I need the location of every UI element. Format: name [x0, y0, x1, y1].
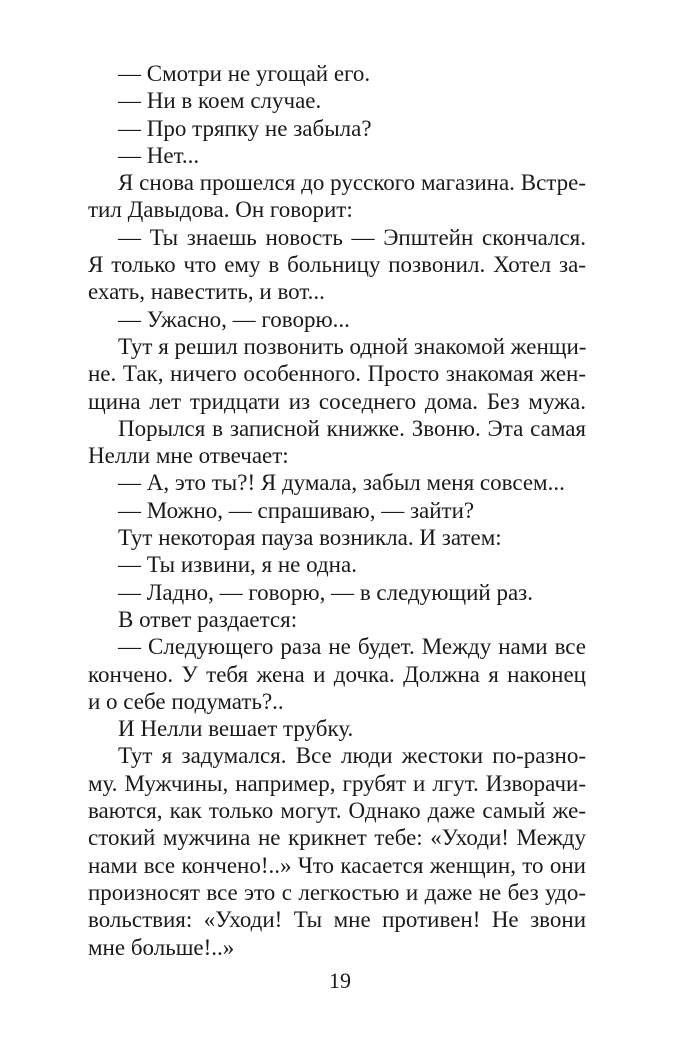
text-line: ехать, навестить, и вот...	[88, 279, 325, 305]
text-line: Я снова прошелся до русского магазина. Встре-	[118, 170, 586, 196]
text-line: Тут я задумался. Все люди жестоки по-разно-	[118, 743, 586, 769]
text-line: Тут я решил позвонить одной знакомой женщи-	[118, 333, 587, 359]
text-line: произносят все это с легкостью и даже не без удо-	[88, 879, 586, 905]
text-line: мне больше!..»	[88, 934, 235, 960]
text-line: не. Так, ничего особенного. Просто знакомая жен-	[88, 361, 586, 387]
text-line: Я только что ему в больницу позвонил. Хотел за-	[88, 252, 586, 278]
page-number: 19	[329, 968, 351, 993]
text-line: — Ты знаешь новость — Эпштейн скончался.	[118, 224, 586, 250]
text-line: и о себе подумать?..	[88, 688, 284, 714]
text-line: И Нелли вешает трубку.	[118, 716, 354, 742]
text-line: щина лет тридцати из соседнего дома. Без мужа.	[88, 388, 586, 414]
text-line: — Смотри не угощай его.	[118, 61, 371, 86]
text-line: — Ужасно, — говорю...	[118, 306, 350, 332]
text-line: — Можно, — спрашиваю, — зайти?	[118, 497, 475, 523]
text-line: — Ладно, — говорю, — в следующий раз.	[118, 579, 534, 605]
text-line: кончено. У тебя жена и дочка. Должна я наконец	[88, 661, 586, 687]
text-line: нами все кончено!..» Что касается женщин, то они	[88, 852, 586, 878]
text-line: — Ты извини, я не одна.	[118, 552, 357, 578]
text-line: Порылся в записной книжке. Звоню. Эта самая	[118, 415, 586, 441]
text-line: стокий мужчина не крикнет тебе: «Уходи! Между	[88, 825, 586, 851]
text-line: — А, это ты?! Я думала, забыл меня совсем...	[118, 470, 565, 496]
page-text-block	[88, 60, 586, 961]
text-line: тил Давыдова. Он говорит:	[88, 197, 353, 223]
text-line: В ответ раздается:	[118, 606, 298, 632]
text-line: Нелли мне отвечает:	[88, 443, 289, 469]
text-line: — Ни в коем случае.	[118, 88, 322, 114]
text-line: — Следующего раза не будет. Между нами все	[118, 634, 586, 660]
text-line: вольствия: «Уходи! Ты мне противен! Не звони	[88, 907, 586, 933]
text-line: — Про тряпку не забыла?	[118, 115, 372, 141]
text-line: му. Мужчины, например, грубят и лгут. Изворачи-	[88, 770, 586, 796]
text-line: — Нет...	[118, 142, 200, 168]
text-line: Тут некоторая пауза возникла. И затем:	[118, 525, 502, 551]
text-line: ваются, как только могут. Однако даже самый же-	[88, 798, 586, 824]
